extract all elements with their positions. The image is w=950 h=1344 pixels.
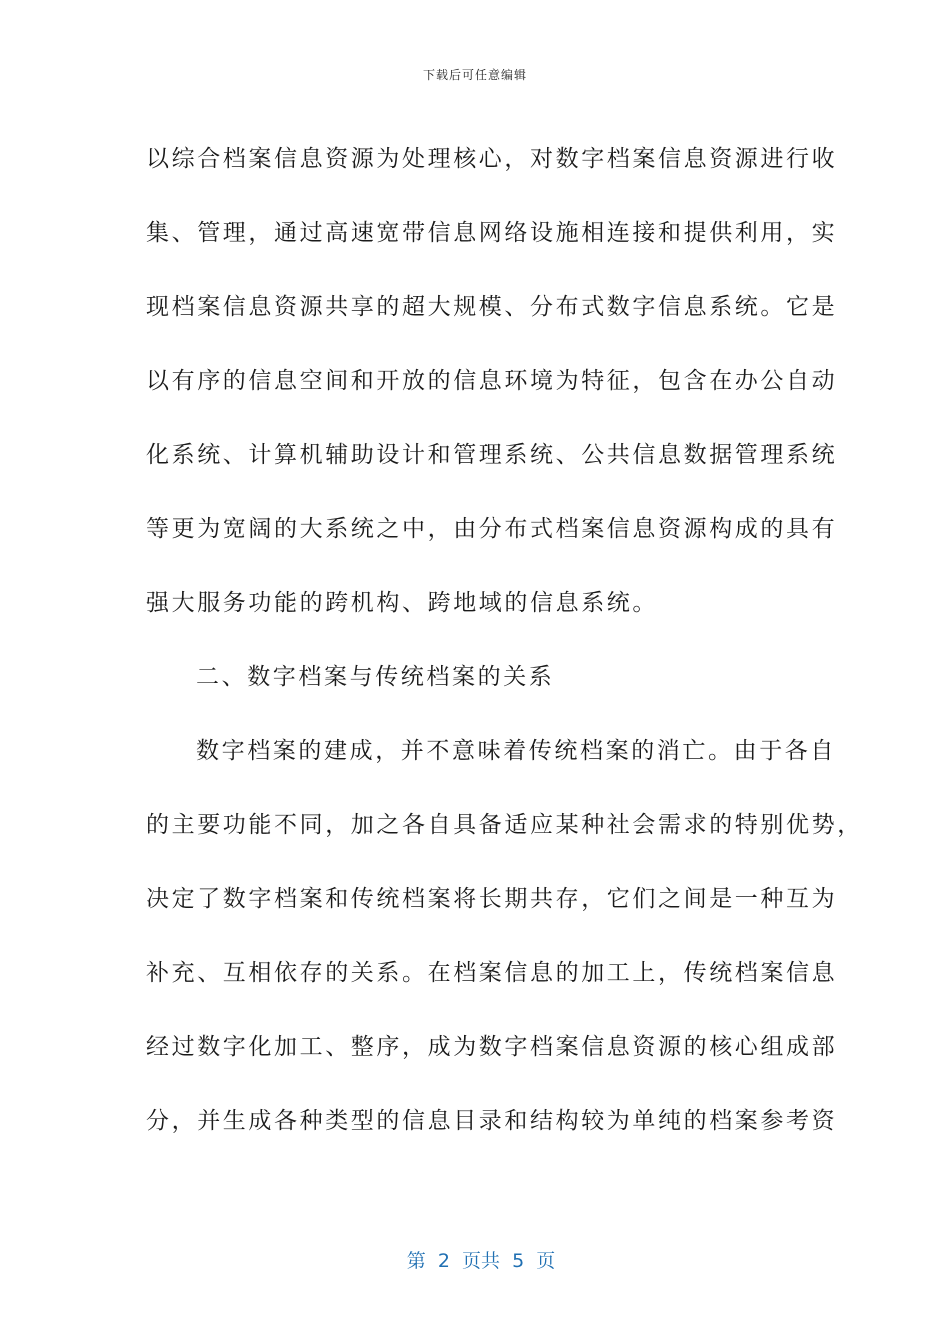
body-line: 数字档案的建成，并不意味着传统档案的消亡。由于各自 [196,738,836,764]
body-line: 补充、互相依存的关系。在档案信息的加工上，传统档案信息 [146,960,838,986]
document-body [146,122,863,1158]
body-line: 分，并生成各种类型的信息目录和结构较为单纯的档案参考资 [146,1108,838,1134]
body-line: 集、管理，通过高速宽带信息网络设施相连接和提供利用，实 [146,220,838,246]
body-line: 等更为宽阔的大系统之中，由分布式档案信息资源构成的具有 [146,516,838,542]
page-number: 第 2 页共 5 页 [406,1250,556,1272]
body-line: 的主要功能不同，加之各自具备适应某种社会需求的特别优势， [146,812,863,838]
body-line: 经过数字化加工、整序，成为数字档案信息资源的核心组成部 [146,1034,838,1060]
body-line: 以有序的信息空间和开放的信息环境为特征，包含在办公自动 [146,368,838,394]
body-line: 决定了数字档案和传统档案将长期共存，它们之间是一种互为 [146,886,838,912]
section-heading: 二、数字档案与传统档案的关系 [196,664,555,690]
body-line: 以综合档案信息资源为处理核心，对数字档案信息资源进行收 [146,146,838,172]
body-line: 现档案信息资源共享的超大规模、分布式数字信息系统。它是 [146,294,838,320]
body-line: 强大服务功能的跨机构、跨地域的信息系统。 [146,590,658,616]
page-header: 下载后可任意编辑 [422,68,527,82]
page-footer [0,1224,950,1273]
body-line: 化系统、计算机辅助设计和管理系统、公共信息数据管理系统 [146,442,838,468]
